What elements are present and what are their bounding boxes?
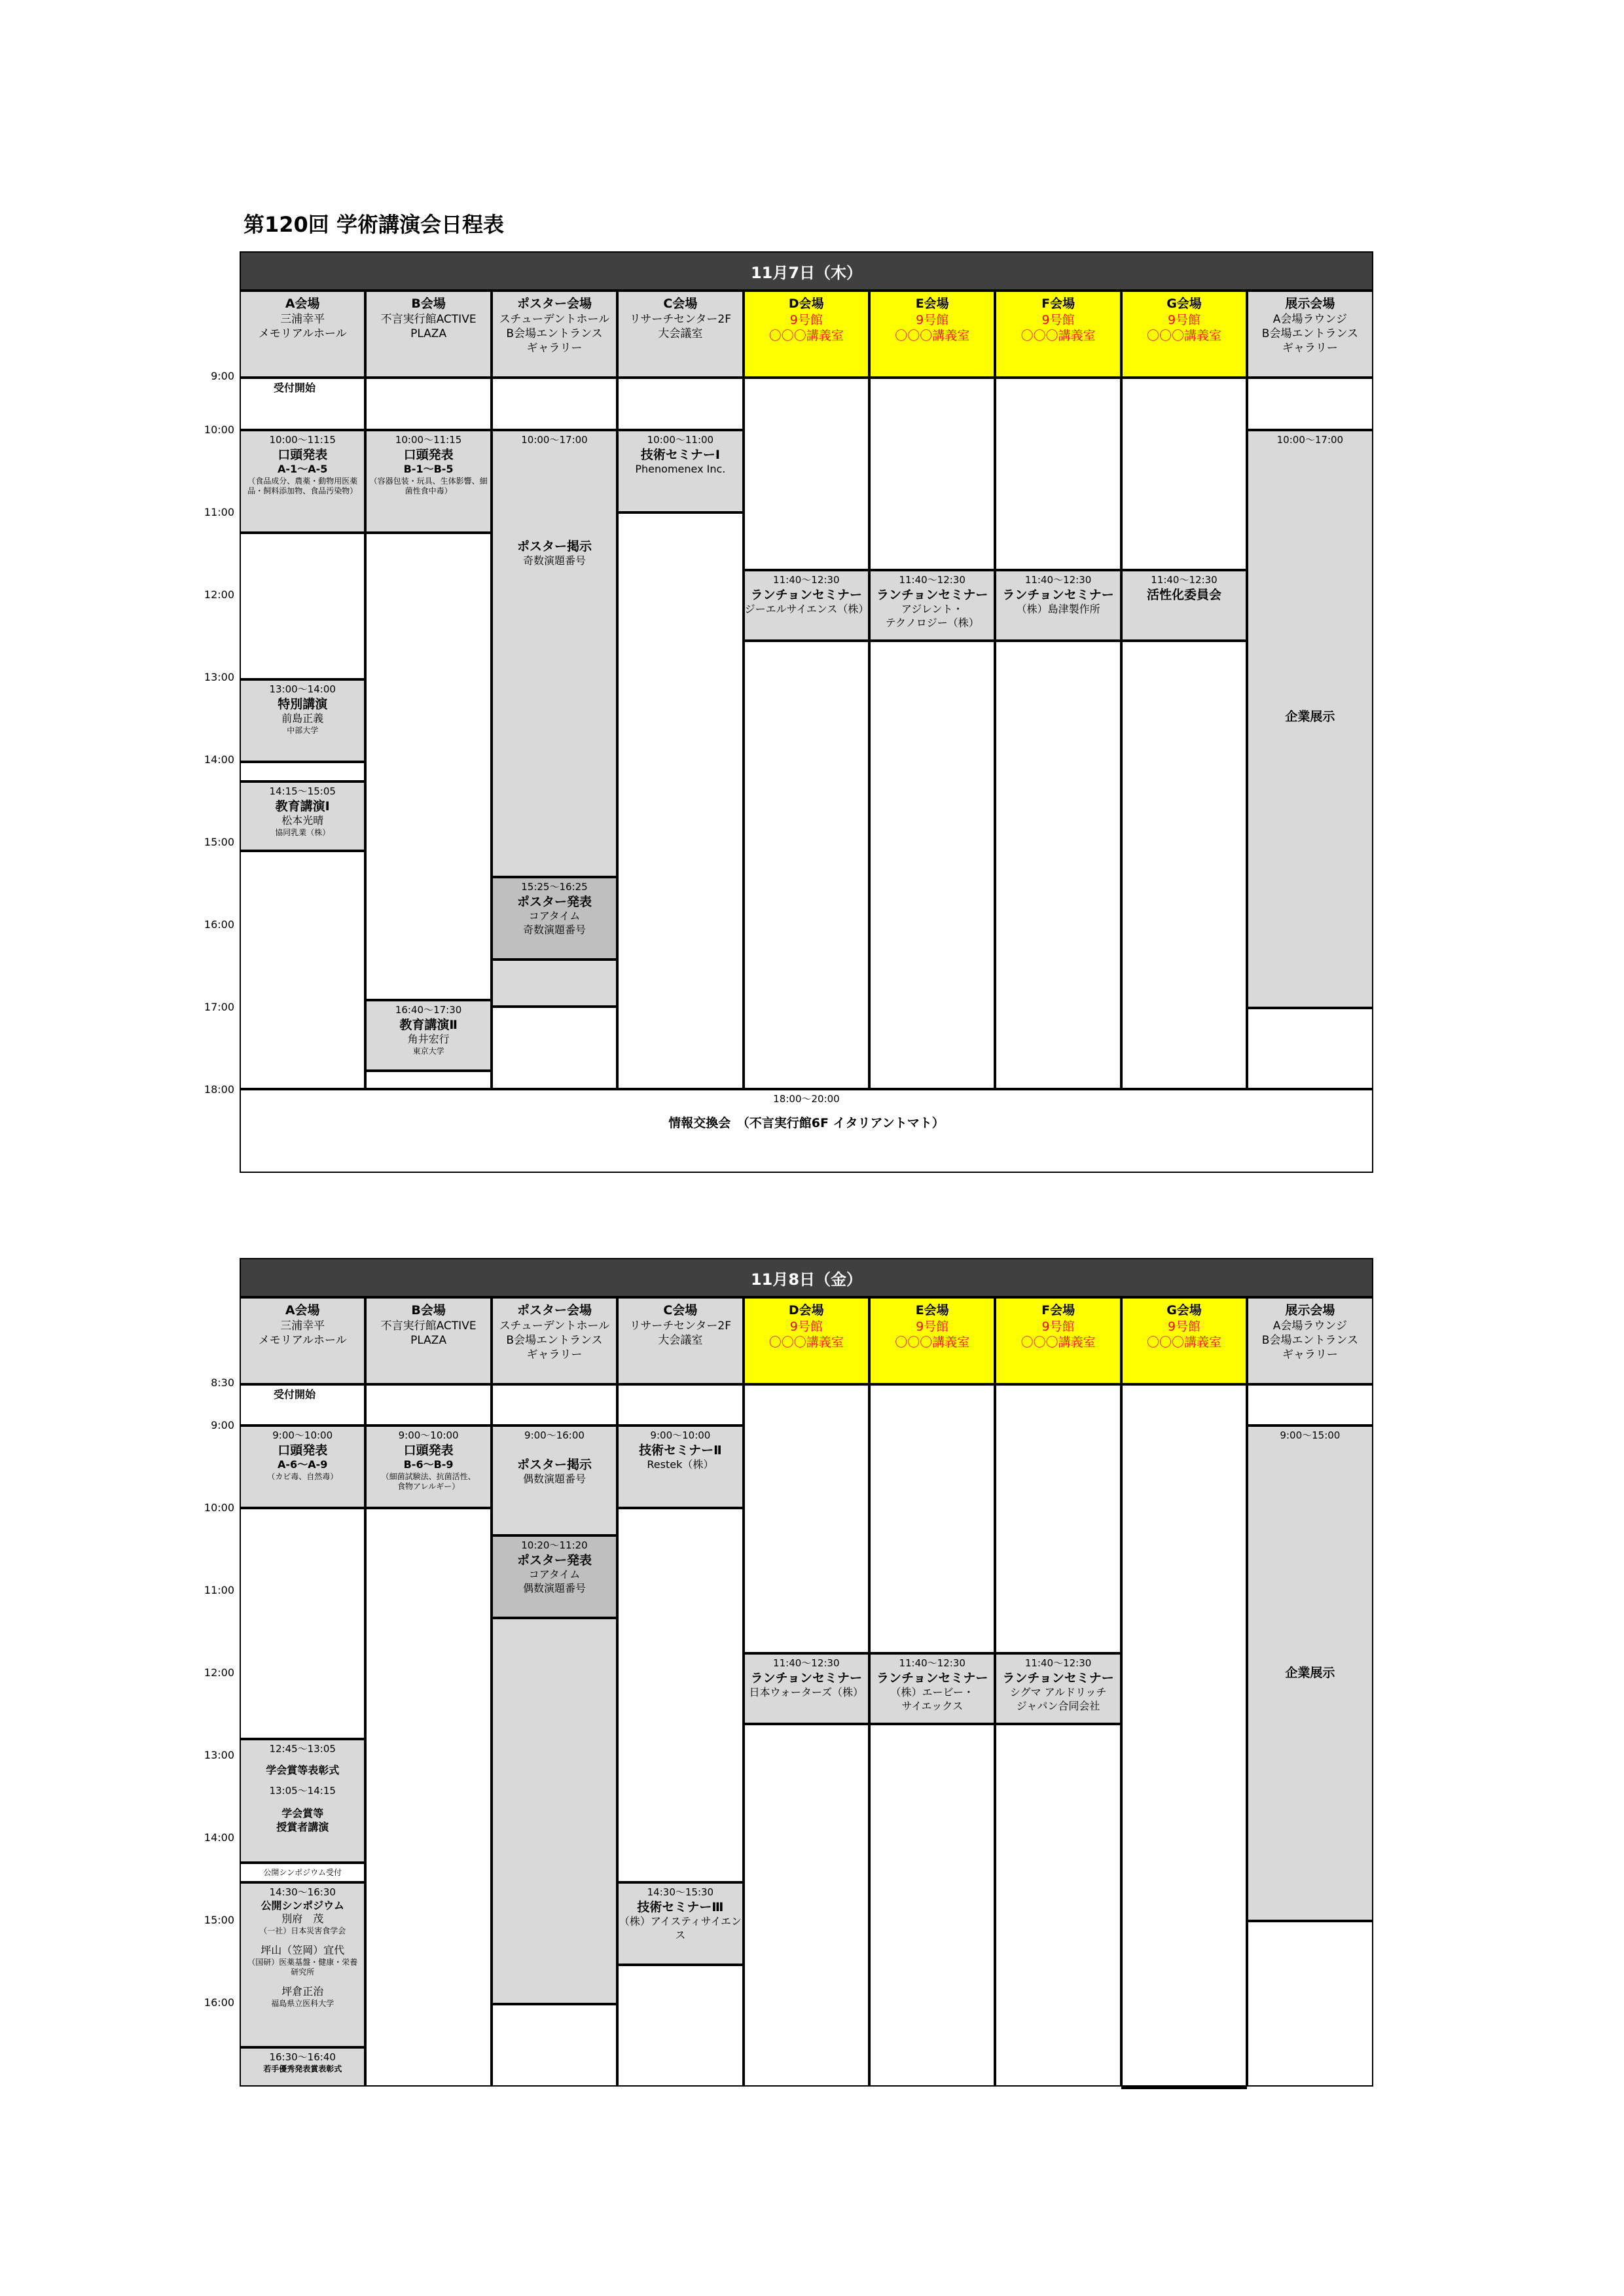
- venue-header: [995, 1297, 1121, 1384]
- f-luncheon-cell: [995, 1653, 1121, 1724]
- venue-location: B会場エントランス: [1261, 327, 1358, 340]
- sponsor: （株）エービー・: [890, 1686, 974, 1699]
- empty-cell: [995, 378, 1121, 570]
- speaker: 別府 茂: [281, 1912, 324, 1926]
- time: 9:00～10:00: [650, 1429, 711, 1441]
- empty-cell: [744, 1724, 869, 2087]
- session-title: 口頭発表: [278, 447, 328, 462]
- venue-name: D会場: [788, 296, 824, 311]
- venue-location: PLAZA: [410, 327, 447, 340]
- empty-cell: [869, 1384, 995, 1653]
- session-title: 企業展示: [1285, 709, 1335, 724]
- hour-label: 13:00: [204, 1749, 234, 1761]
- empty-cell: [995, 641, 1121, 1089]
- empty-cell: [617, 378, 743, 430]
- venue-location: 9号館: [1167, 312, 1201, 327]
- session-title: ポスター掲示: [516, 1457, 592, 1472]
- empty-cell: [995, 1724, 1121, 2087]
- venue-name: C会場: [663, 1303, 698, 1318]
- time: 9:00～15:00: [1280, 1429, 1341, 1441]
- a-award-cell: [240, 1739, 365, 1863]
- session-note: （カビ毒、自然毒）: [267, 1471, 338, 1481]
- venue-name: F会場: [1041, 296, 1075, 311]
- venue-location: 三浦幸平: [280, 1319, 325, 1333]
- affiliation: （一社）日本災害食学会: [259, 1926, 346, 1936]
- venue-location: 9号館: [916, 312, 949, 327]
- venue-header: [744, 1297, 869, 1384]
- time: 10:00～11:15: [395, 434, 462, 446]
- venue-name: A会場: [285, 296, 320, 311]
- time: 11:40～12:30: [1151, 574, 1218, 586]
- venue-name: A会場: [285, 1303, 320, 1318]
- empty-cell: [1121, 2087, 1247, 2089]
- time: 11:40～12:30: [899, 574, 965, 586]
- sponsor: サイエックス: [901, 1699, 964, 1712]
- affiliation: 協同乳業（株）: [275, 827, 331, 837]
- b-oral-cell: [365, 430, 491, 533]
- sponsor: Phenomenex Inc.: [635, 463, 726, 476]
- venue-name: B会場: [411, 296, 446, 311]
- e-luncheon-cell: [869, 570, 995, 641]
- page-title: 第120回 学術講演会日程表: [244, 212, 504, 237]
- session-title: 企業展示: [1285, 1665, 1335, 1680]
- session-note: （食品成分、農薬・動物用医薬品・飼料添加物、食品汚染物）: [247, 476, 358, 495]
- time: 11:40～12:30: [773, 574, 840, 586]
- venue-location: 〇〇〇講義室: [1146, 1335, 1221, 1350]
- empty-cell: [365, 1071, 491, 1089]
- venue-location: 〇〇〇講義室: [768, 1335, 844, 1350]
- empty-cell: [617, 1965, 743, 2087]
- venue-location: 不言実行館ACTIVE: [380, 312, 477, 326]
- empty-cell: [365, 533, 491, 1000]
- empty-cell: [869, 1724, 995, 2087]
- d-luncheon-cell: [744, 570, 869, 641]
- hour-label: 12:00: [204, 1666, 234, 1679]
- empty-cell: [744, 641, 869, 1089]
- empty-cell: [1121, 1384, 1247, 2087]
- empty-cell: [1247, 1921, 1373, 2087]
- session-title: ポスター発表: [516, 894, 592, 909]
- session-note: （細菌試験法、抗菌活性、: [381, 1471, 476, 1481]
- hour-label: 16:00: [204, 1996, 234, 2009]
- venue-header: [1247, 1297, 1373, 1384]
- session-note: 奇数演題番号: [522, 554, 586, 567]
- time: 11:40～12:30: [1024, 574, 1092, 586]
- empty-cell: [617, 1384, 743, 1426]
- venue-header: [365, 291, 491, 378]
- session-range: B-6～B-9: [403, 1458, 454, 1471]
- venue-location: ギャラリー: [1282, 1348, 1338, 1361]
- a-symposium-cell: [240, 1882, 365, 2047]
- sponsor: （株）アイスティサイエンス: [619, 1915, 742, 1941]
- hour-label: 10:00: [204, 1501, 234, 1514]
- venue-name: D会場: [788, 1303, 824, 1318]
- venue-location: 大会議室: [658, 327, 703, 340]
- session-range: B-1～B-5: [403, 463, 454, 476]
- venue-header: [617, 291, 743, 378]
- empty-cell: [240, 533, 365, 679]
- venue-header: [869, 291, 995, 378]
- empty-cell: [492, 960, 617, 1007]
- empty-cell: [1247, 1008, 1373, 1089]
- time: 13:05～14:15: [269, 1785, 336, 1797]
- empty-cell: [1247, 378, 1373, 430]
- session-title: 学会賞等表彰式: [266, 1763, 340, 1776]
- speaker: 松本光晴: [281, 814, 324, 827]
- exhibit-cell: [1247, 430, 1373, 1008]
- venue-name: E会場: [915, 1303, 949, 1318]
- venue-header: [365, 1297, 491, 1384]
- time: 18:00～20:00: [773, 1093, 840, 1105]
- empty-cell: [744, 1384, 869, 1653]
- venue-name: C会場: [663, 296, 698, 311]
- time: 14:30～16:30: [269, 1886, 336, 1898]
- session-note: 食物アレルギー）: [397, 1481, 460, 1491]
- empty-cell: [492, 378, 617, 430]
- reception-cell: [240, 378, 365, 430]
- poster-presentation-cell: [492, 1535, 617, 1618]
- venue-header: [240, 1297, 365, 1384]
- a-oral-cell: [240, 430, 365, 533]
- affiliation: 福島県立医科大学: [271, 1998, 334, 2008]
- session-title: 口頭発表: [403, 1443, 454, 1458]
- e-luncheon-cell: [869, 1653, 995, 1724]
- time: 11:40～12:30: [773, 1657, 840, 1669]
- sponsor: （株）島津製作所: [1016, 603, 1100, 616]
- sponsor: シグマ アルドリッチ: [1009, 1686, 1107, 1699]
- sponsor: アジレント・: [901, 603, 964, 616]
- empty-cell: [1121, 378, 1247, 570]
- session-title: 口頭発表: [278, 1443, 328, 1458]
- empty-cell: [617, 512, 743, 1089]
- empty-cell: [869, 641, 995, 1089]
- session-title: 公開シンポジウム: [261, 1899, 344, 1912]
- exhibit-cell: [1247, 1426, 1373, 1921]
- time: 9:00～10:00: [272, 1429, 333, 1441]
- session-title: ランチョンセミナー: [1002, 1670, 1114, 1685]
- a-oral-cell: [240, 1426, 365, 1508]
- empty-cell: [240, 851, 365, 1089]
- empty-cell: [1247, 1384, 1373, 1426]
- a-special-cell: [240, 679, 365, 762]
- venue-location: メモリアルホール: [258, 1333, 347, 1347]
- speaker: 坪倉正治: [281, 1984, 324, 1998]
- session-title: 教育講演Ⅰ: [275, 798, 330, 814]
- speaker: 坪山（笠岡）宜代: [261, 1944, 345, 1957]
- time: 16:40～17:30: [395, 1004, 462, 1016]
- poster-display-cell: [492, 1426, 617, 1535]
- affiliation: （国研）医薬基盤・健康・栄養: [247, 1957, 358, 1967]
- venue-header: [617, 1297, 743, 1384]
- venue-location: A会場ラウンジ: [1272, 312, 1347, 326]
- time: 14:15～15:05: [269, 785, 336, 797]
- venue-location: B会場エントランス: [506, 1333, 603, 1347]
- time: 11:40～12:30: [1024, 1657, 1092, 1669]
- empty-cell: [492, 1618, 617, 2004]
- venue-location: 〇〇〇講義室: [1146, 329, 1221, 344]
- hour-label: 14:00: [204, 753, 234, 766]
- session-note: コアタイム: [528, 910, 581, 923]
- session-range: A-1～A-5: [278, 463, 328, 476]
- reception-label: 受付開始: [274, 1388, 316, 1401]
- venue-location: 9号館: [789, 312, 823, 327]
- venue-location: リサーチセンター2F: [629, 312, 731, 326]
- a-edu1-cell: [240, 781, 365, 851]
- time: 13:00～14:00: [269, 683, 336, 695]
- venue-location: A会場ラウンジ: [1272, 1319, 1347, 1333]
- venue-location: 〇〇〇講義室: [895, 329, 970, 344]
- hour-label: 17:00: [204, 1001, 234, 1013]
- empty-cell: [365, 1508, 491, 2087]
- venue-location: 大会議室: [658, 1333, 703, 1347]
- hour-label: 12:00: [204, 588, 234, 601]
- session-note: 偶数演題番号: [522, 1581, 586, 1594]
- session-title: ポスター掲示: [516, 539, 592, 554]
- empty-cell: [492, 1384, 617, 1426]
- c-seminar3-cell: [617, 1882, 743, 1965]
- session-title: 活性化委員会: [1146, 587, 1221, 602]
- time: 16:30～16:40: [269, 2051, 336, 2063]
- hour-label: 11:00: [204, 1584, 234, 1596]
- empty-cell: [492, 2004, 617, 2087]
- session-note: （容器包装・玩具、生体影響、細菌性食中毒）: [369, 476, 488, 495]
- venue-header: [995, 291, 1121, 378]
- venue-header: [1247, 291, 1373, 378]
- empty-cell: [744, 378, 869, 570]
- hour-label: 14:00: [204, 1831, 234, 1844]
- venue-header: [492, 1297, 617, 1384]
- c-seminar2-cell: [617, 1426, 743, 1508]
- reception-label: 受付開始: [274, 382, 316, 394]
- session-title: ランチョンセミナー: [876, 1670, 988, 1685]
- venue-header: [869, 1297, 995, 1384]
- venue-location: メモリアルホール: [258, 327, 347, 340]
- c-seminar-cell: [617, 430, 743, 512]
- time: 9:00～10:00: [398, 1429, 459, 1441]
- reception-cell: [240, 1384, 365, 1426]
- session-note: コアタイム: [528, 1568, 581, 1581]
- session-title: 若手優秀発表賞表彰式: [263, 2064, 342, 2073]
- venue-name: 展示会場: [1285, 296, 1335, 311]
- a-young-award-cell: [240, 2047, 365, 2087]
- hour-label: 9:00: [211, 370, 234, 382]
- venue-name: 展示会場: [1285, 1303, 1335, 1318]
- venue-header: [1121, 1297, 1247, 1384]
- time: 9:00～16:00: [524, 1429, 585, 1441]
- hour-label: 13:00: [204, 671, 234, 683]
- venue-location: スチューデントホール: [499, 312, 610, 326]
- venue-header: [744, 291, 869, 378]
- hour-label: 9:00: [211, 1419, 234, 1431]
- venue-name: G会場: [1166, 296, 1202, 311]
- empty-cell: [869, 378, 995, 570]
- hour-label: 11:00: [204, 506, 234, 518]
- b-oral-cell: [365, 1426, 491, 1508]
- venue-location: B会場エントランス: [1261, 1333, 1358, 1347]
- venue-location: ギャラリー: [526, 1348, 583, 1361]
- venue-location: 〇〇〇講義室: [768, 329, 844, 344]
- speaker: 角井宏行: [407, 1033, 450, 1046]
- time: 12:45～13:05: [269, 1743, 336, 1755]
- sponsor: ジャパン合同会社: [1016, 1699, 1100, 1712]
- venue-name: F会場: [1041, 1303, 1075, 1318]
- venue-location: リサーチセンター2F: [629, 1319, 731, 1333]
- session-note: 奇数演題番号: [522, 923, 586, 936]
- time: 15:25～16:25: [521, 881, 588, 893]
- venue-location: スチューデントホール: [499, 1319, 610, 1333]
- venue-location: 9号館: [789, 1319, 823, 1334]
- hour-label: 15:00: [204, 836, 234, 848]
- day2-schedule: [240, 1258, 1373, 2096]
- venue-location: 三浦幸平: [280, 312, 325, 326]
- venue-header: [1121, 291, 1247, 378]
- symposium-reception-cell: [240, 1863, 365, 1882]
- session-title: ランチョンセミナー: [750, 1670, 862, 1685]
- affiliation: 中部大学: [287, 725, 319, 735]
- venue-name: ポスター会場: [516, 296, 592, 311]
- session-title: ランチョンセミナー: [750, 587, 862, 602]
- venue-location: 〇〇〇講義室: [1020, 329, 1096, 344]
- hour-label: 18:00: [204, 1083, 234, 1096]
- venue-name: B会場: [411, 1303, 446, 1318]
- empty-cell: [617, 1508, 743, 1882]
- f-luncheon-cell: [995, 570, 1121, 641]
- session-title: 技術セミナーⅠ: [640, 447, 720, 462]
- day2-date-header: 11月8日（金）: [240, 1258, 1373, 1297]
- venue-location: ギャラリー: [526, 341, 583, 355]
- time: 10:00～11:15: [269, 434, 336, 446]
- session-title: ポスター発表: [516, 1552, 592, 1568]
- venue-location: 不言実行館ACTIVE: [380, 1319, 477, 1333]
- session-title: 学会賞等: [281, 1806, 324, 1820]
- empty-cell: [1121, 641, 1247, 1089]
- venue-location: 〇〇〇講義室: [895, 1335, 970, 1350]
- venue-location: 9号館: [1167, 1319, 1201, 1334]
- session-title: 情報交換会 （不言実行館6F イタリアントマト）: [668, 1115, 945, 1130]
- empty-cell: [492, 1007, 617, 1089]
- session-title: 特別講演: [278, 696, 328, 711]
- session-title: 技術セミナーⅢ: [637, 1899, 724, 1914]
- time: 10:00～17:00: [521, 434, 588, 446]
- day1-schedule: [240, 251, 1373, 1179]
- reception-label: 公開シンポジウム受付: [263, 1868, 342, 1877]
- speaker: 前島正義: [281, 712, 324, 725]
- venue-name: ポスター会場: [516, 1303, 592, 1318]
- session-title: ランチョンセミナー: [876, 587, 988, 602]
- hour-label: 15:00: [204, 1914, 234, 1926]
- venue-location: 9号館: [916, 1319, 949, 1334]
- venue-header: [492, 291, 617, 378]
- session-title: 口頭発表: [403, 447, 454, 462]
- poster-display-cell: [492, 430, 617, 877]
- session-note: 偶数演題番号: [522, 1473, 586, 1486]
- venue-location: 〇〇〇講義室: [1020, 1335, 1096, 1350]
- venue-name: E会場: [915, 296, 949, 311]
- venue-name: G会場: [1166, 1303, 1202, 1318]
- empty-cell: [995, 1384, 1121, 1653]
- empty-cell: [240, 762, 365, 781]
- poster-presentation-cell: [492, 877, 617, 960]
- venue-location: ギャラリー: [1282, 341, 1338, 355]
- time: 10:00～11:00: [647, 434, 714, 446]
- networking-party-cell: [240, 1089, 1373, 1173]
- venue-location: PLAZA: [410, 1333, 447, 1347]
- d-luncheon-cell: [744, 1653, 869, 1724]
- day1-date-header: 11月7日（木）: [240, 251, 1373, 291]
- sponsor: 日本ウォーターズ（株）: [749, 1686, 864, 1699]
- venue-location: 9号館: [1041, 1319, 1075, 1334]
- b-edu2-cell: [365, 1000, 491, 1071]
- session-title: 技術セミナーⅡ: [639, 1443, 722, 1458]
- sponsor: Restek（株）: [647, 1458, 714, 1471]
- g-committee-cell: [1121, 570, 1247, 641]
- session-title: 授賞者講演: [276, 1820, 329, 1833]
- empty-cell: [365, 378, 491, 430]
- affiliation: 東京大学: [412, 1046, 444, 1056]
- affiliation: 研究所: [291, 1967, 315, 1977]
- time: 11:40～12:30: [899, 1657, 965, 1669]
- sponsor: テクノロジー（株）: [885, 616, 979, 629]
- venue-location: 9号館: [1041, 312, 1075, 327]
- empty-cell: [365, 1384, 491, 1426]
- venue-location: B会場エントランス: [506, 327, 603, 340]
- sponsor: ジーエルサイエンス（株）: [744, 603, 869, 616]
- session-title: ランチョンセミナー: [1002, 587, 1114, 602]
- hour-label: 8:30: [211, 1376, 234, 1389]
- session-title: 教育講演Ⅱ: [399, 1017, 458, 1032]
- time: 10:20～11:20: [521, 1539, 588, 1551]
- venue-header: [240, 291, 365, 378]
- time: 14:30～15:30: [647, 1886, 714, 1898]
- hour-label: 10:00: [204, 423, 234, 436]
- hour-label: 16:00: [204, 918, 234, 931]
- empty-cell: [240, 1508, 365, 1739]
- session-range: A-6～A-9: [278, 1458, 328, 1471]
- time: 10:00～17:00: [1276, 434, 1344, 446]
